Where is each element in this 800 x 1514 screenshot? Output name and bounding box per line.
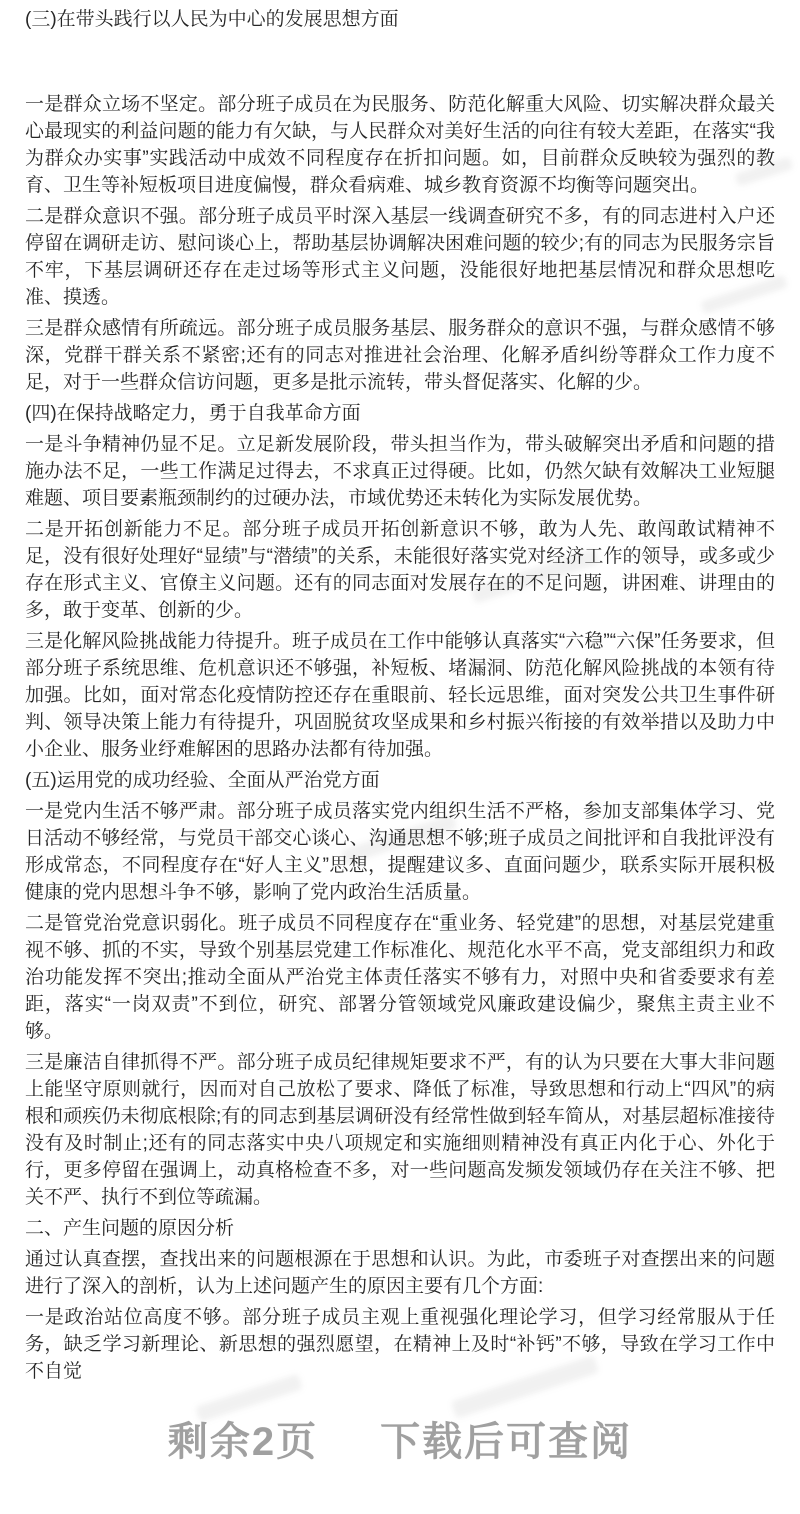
download-hint-label: 下载后可查阅 [380,1420,633,1464]
section-heading-5: (五)运用党的成功经验、全面从严治党方面 [25,770,380,791]
paragraph: 二是管党治党意识弱化。班子成员不同程度存在“重业务、轻党建”的思想，对基层党建重视不够、抓的不实，导致个别基层党建工作标准化、规范化水平不高，党支部组织力和政治功能发挥不突出;推动全面从严治党主体责任落实不够有力，对照中央和省委要求有差距，落实“一岗双责”不到位，研究、部署分管领域党风廉政建设偏少，聚焦主责主业不够。 [25,913,775,1042]
paragraph: 一是斗争精神仍显不足。立足新发展阶段，带头担当作为，带头破解突出矛盾和问题的措施办法不足，一些工作满足过得去，不求真正过得硬。比如，仍然欠缺有效解决工业短腿难题、项目要素瓶颈制约的过硬办法，市域优势还未转化为实际发展优势。 [25,434,775,509]
paragraph: 三是群众感情有所疏远。部分班子成员服务基层、服务群众的意识不强，与群众感情不够深，党群干群关系不紧密;还有的同志对推进社会治理、化解矛盾纠纷等群众工作力度不足，对于一些群众信访问题，更多是批示流转，带头督促落实、化解的少。 [25,318,775,393]
paragraph: 通过认真查摆，查找出来的问题根源在于思想和认识。为此，市委班子对查摆出来的问题进行了深入的剖析，认为上述问题产生的原因主要有几个方面: [25,1249,775,1297]
paragraph: 一是政治站位高度不够。部分班子成员主观上重视强化理论学习，但学习经常服从于任务，缺乏学习新理论、新思想的强烈愿望，在精神上及时“补钙”不够，导致在学习工作中不自觉 [25,1307,775,1382]
paragraph: 一是党内生活不够严肃。部分班子成员落实党内组织生活不严格，参加支部集体学习、党日活动不够经常，与党员干部交心谈心、沟通思想不够;班子成员之间批评和自我批评没有形成常态，不同程度存在“好人主义”思想，提醒建议多、直面问题少，联系实际开展积极健康的党内思想斗争不够，影响了党内政治生活质量。 [25,801,775,903]
preview-footer [0,1410,800,1467]
paragraph: 一是群众立场不坚定。部分班子成员在为民服务、防范化解重大风险、切实解决群众最关心最现实的利益问题的能力有欠缺，与人民群众对美好生活的向往有较大差距，在落实“我为群众办实事”实践活动中成效不同程度存在折扣问题。如，目前群众反映较为强烈的教育、卫生等补短板项目进度偏慢，群众看病难、城乡教育资源不均衡等问题突出。 [25,94,775,196]
section-heading-part2: 二、产生问题的原因分析 [25,1218,235,1239]
section-heading-4: (四)在保持战略定力，勇于自我革命方面 [25,403,361,424]
paragraph: 三是化解风险挑战能力待提升。班子成员在工作中能够认真落实“六稳”“六保”任务要求，但部分班子系统思维、危机意识还不够强，补短板、堵漏洞、防范化解风险挑战的本领有待加强。比如，面对常态化疫情防控还存在重眼前、轻长远思维，面对突发公共卫生事件研判、领导决策上能力有待提升，巩固脱贫攻坚成果和乡村振兴衔接的有效举措以及助力中小企业、服务业纾难解困的思路办法都有待加强。 [25,631,775,760]
remaining-pages-label: 剩余2页 [167,1420,319,1464]
paragraph: 二是开拓创新能力不足。部分班子成员开拓创新意识不够，敢为人先、敢闯敢试精神不足，没有很好处理好“显绩”与“潜绩”的关系，未能很好落实党对经济工作的领导，或多或少存在形式主义、官僚主义问题。还有的同志面对发展存在的不足问题，讲困难、讲理由的多，敢于变革、创新的少。 [25,519,775,621]
paragraph: 三是廉洁自律抓得不严。部分班子成员纪律规矩要求不严，有的认为只要在大事大非问题上能坚守原则就行，因而对自己放松了要求、降低了标准，导致思想和行动上“四风”的病根和顽疾仍未彻底根除;有的同志到基层调研没有经常性做到轻车简从，对基层超标准接待没有及时制止;还有的同志落实中央八项规定和实施细则精神没有真正内化于心、外化于行，更多停留在强调上，动真格检查不多，对一些问题高发频发领域仍存在关注不够、把关不严、执行不到位等疏漏。 [25,1052,775,1208]
section-heading-3: (三)在带头践行以人民为中心的发展思想方面 [25,9,399,30]
paragraph: 二是群众意识不强。部分班子成员平时深入基层一线调查研究不多，有的同志进村入户还停留在调研走访、慰问谈心上，帮助基层协调解决困难问题的较少;有的同志为民服务宗旨不牢，下基层调研还存在走过场等形式主义问题，没能很好地把基层情况和群众思想吃准、摸透。 [25,206,775,308]
